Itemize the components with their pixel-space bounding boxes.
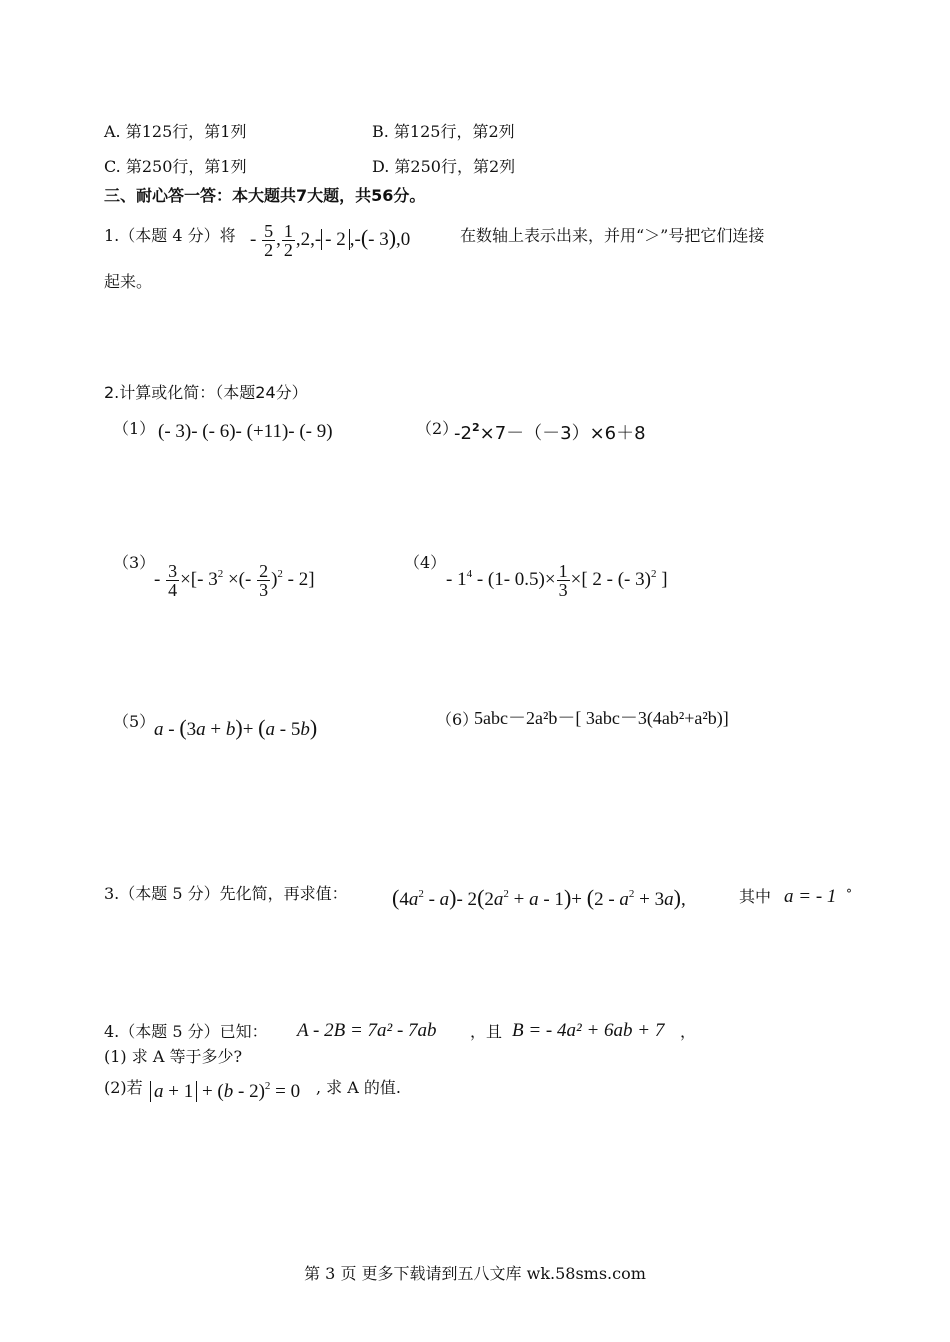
q4-sub1: (1) 求 A 等于多少?: [104, 1047, 243, 1066]
page-footer: 第 3 页 更多下载请到五八文库 wk.58sms.com: [304, 1264, 646, 1283]
q2-p3-frac: $\frac{3}{4}$: [168, 561, 178, 601]
q3-where: 其中: [739, 887, 772, 906]
q2-p4-label: （4）: [404, 553, 447, 572]
q4-comma: ，: [680, 1022, 697, 1041]
q2-heading: 2.计算或化简：（本题24分）: [104, 383, 308, 402]
q1-abs: - 2: [321, 229, 350, 250]
q2-p2-label: （2）: [416, 419, 459, 438]
q2-p5-label: （5）: [113, 712, 156, 731]
q2-p5-expr: a - (3a + b)+ (a - 5b): [154, 715, 318, 740]
q2-p6-expr: 5abc－2a²b－[ 3abc－3(4ab²+a²b)]: [474, 708, 729, 728]
q3-expr: $(4a^2 - a)-$ $2(2a^2 + a - 1)+ (2 - a^2 + 3a)$,: [392, 885, 686, 910]
q4-sub2-prefix: (2)若: [104, 1078, 143, 1097]
q2-p4-expr: - $1^4 - (1-$ 0.5)× $\frac{1}{3}$ ×[ 2 - (- 3)$^2$ ]: [446, 561, 668, 601]
q1-numbers: - $\frac{5}{2}$ , $\frac{1}{2}$ ,2,- - 2 ,-(- 3),0: [250, 221, 411, 261]
q2-p1-label: （1）: [113, 419, 156, 438]
q1-frac-1-2: $\frac{1}{2}$: [283, 221, 293, 261]
q3-prefix: 3.（本题 5 分）先化简，再求值：: [104, 884, 348, 903]
q3-end: °: [846, 887, 852, 901]
q4-prefix: 4.（本题 5 分）已知：: [104, 1022, 268, 1041]
q1-frac-5-2: $\frac{5}{2}$: [264, 221, 274, 261]
q2-p2-expr: $-2^2\times 7-(-3)\times 6+8$: [454, 421, 646, 444]
q1-line2: 起来。: [104, 272, 153, 291]
q1-suffix: 在数轴上表示出来，并用“＞”号把它们连接: [460, 226, 765, 245]
q4-sub2-suffix: , 求 A 的值.: [316, 1078, 401, 1097]
q2-p3-label: （3）: [113, 553, 156, 572]
q4-given1: A - 2B = 7a² - 7ab: [297, 1020, 437, 1041]
q2-p3-expr: - $\frac{3}{4}$ ×[- $3^2$ ×(- $\frac{2}{3}$ )$^2$ - 2]: [154, 561, 315, 601]
q1-prefix: 1.（本题 4 分）将: [104, 226, 236, 245]
q2-p3-frac2: $\frac{2}{3}$: [259, 561, 269, 601]
q3-value: a = - 1: [784, 886, 837, 907]
q4-given2: B = - 4a² + 6ab + 7: [512, 1020, 665, 1041]
option-b: B. 第125行，第2列: [372, 122, 515, 141]
q2-p6-label: （6）: [436, 710, 479, 729]
q4-sub2-expr: a + 1 + (b - 2)$^2$ = 0: [150, 1076, 300, 1102]
option-c: C. 第250行，第1列: [104, 157, 247, 176]
section-heading: 三、耐心答一答：本大题共7大题，共56分。: [104, 186, 426, 205]
q2-p1-expr: (- 3)- (- 6)- (+11)- (- 9): [158, 421, 333, 442]
q2-p4-frac: $\frac{1}{3}$: [558, 561, 568, 601]
q4-and: ，且: [470, 1022, 503, 1041]
option-d: D. 第250行，第2列: [372, 157, 516, 176]
option-a: A. 第125行，第1列: [104, 122, 247, 141]
